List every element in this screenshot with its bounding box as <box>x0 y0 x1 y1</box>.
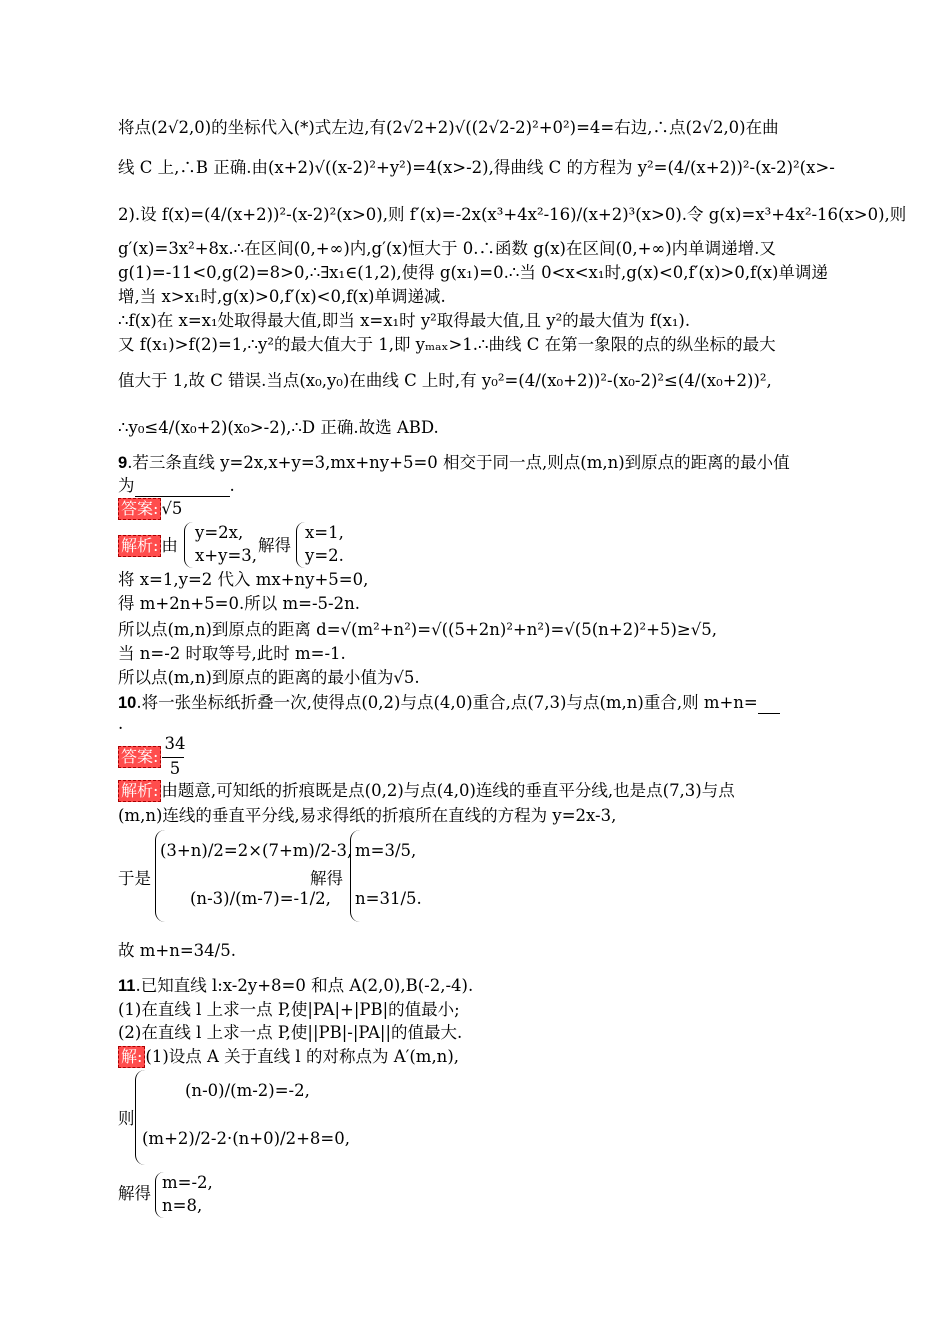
text: 则 <box>118 1109 135 1128</box>
text-line: 又 f(x₁)>f(2)=1,∴y²的最大值大于 1,即 yₘₐₓ>1.∴曲线 C 在第一象限的点的纵坐标的最大 <box>118 335 776 354</box>
question-11 <box>118 975 838 997</box>
equation: (n-3)/(m-7)=-1/2, <box>190 889 331 908</box>
answer-value: √5 <box>161 499 183 518</box>
analysis-label: 解析: <box>118 535 161 557</box>
answer-blank <box>758 697 780 714</box>
equation: m=3/5, <box>355 841 417 860</box>
answer-label: 答案: <box>118 498 161 520</box>
answer-10 <box>118 746 838 768</box>
question-text: .将一张坐标纸折叠一次,使得点(0,2)与点(4,0)重合,点(7,3)与点(m,n)重合,则 m+n= <box>136 693 758 712</box>
solution-11 <box>118 1046 838 1068</box>
analysis-label: 解析: <box>118 780 161 802</box>
text-line: ∴y₀≤4/(x₀+2)(x₀>-2),∴D 正确.故选 ABD. <box>118 418 439 437</box>
analysis-10 <box>118 780 838 802</box>
question-number: 11 <box>118 977 136 995</box>
fraction-denominator: 5 <box>169 759 181 778</box>
equation: y=2. <box>305 546 344 565</box>
text: 解得 <box>310 869 343 888</box>
text-line: 2).设 f(x)=(4/(x+2))²-(x-2)²(x>0),则 f′(x)=-2x(x³+4x²-16)/(x+2)³(x>0).令 g(x)=x³+4x²-16(x>0),则 <box>118 205 907 224</box>
question-text: 为 <box>118 476 135 495</box>
question-11-part1: (1)在直线 l 上求一点 P,使|PA|+|PB|的值最小; <box>118 1000 460 1019</box>
text-line: ∴f(x)在 x=x₁处取得最大值,即当 x=x₁时 y²取得最大值,且 y²的最大值为 f(x₁). <box>118 311 691 330</box>
question-11-part2: (2)在直线 l 上求一点 P,使||PB|-|PA||的值最大. <box>118 1023 463 1042</box>
equation: (n-0)/(m-2)=-2, <box>185 1081 310 1100</box>
equation-brace <box>184 522 193 568</box>
question-9-line2: 为 . <box>118 476 235 495</box>
answer-label: 答案: <box>118 746 161 768</box>
solution-text: (1)设点 A 关于直线 l 的对称点为 A′(m,n), <box>145 1047 459 1066</box>
text: 于是 <box>118 869 151 888</box>
equation: y=2x, <box>195 523 244 542</box>
question-text: .若三条直线 y=2x,x+y=3,mx+ny+5=0 相交于同一点,则点(m,n)到原点的距离的最小值 <box>127 453 790 472</box>
question-10-dot: . <box>118 714 124 733</box>
question-number: 9 <box>118 454 128 472</box>
equation: m=-2, <box>162 1173 213 1192</box>
text-line: 得 m+2n+5=0.所以 m=-5-2n. <box>118 594 360 613</box>
equation: x=1, <box>305 523 344 542</box>
question-number: 10 <box>118 694 137 712</box>
text-line: 将点(2√2,0)的坐标代入(*)式左边,有(2√2+2)√((2√2-2)²+0²)=4=右边,∴点(2√2,0)在曲 <box>118 118 779 137</box>
text-line: g(1)=-11<0,g(2)=8>0,∴∃x₁∈(1,2),使得 g(x₁)=0.∴当 0<x<x₁时,g(x)<0,f′(x)>0,f(x)单调递 <box>118 263 828 282</box>
text-line: 增,当 x>x₁时,g(x)>0,f′(x)<0,f(x)单调递减. <box>118 287 446 306</box>
solution-label: 解: <box>118 1046 145 1068</box>
analysis-text: 由 <box>161 536 178 555</box>
question-10 <box>118 692 838 714</box>
question-9 <box>118 452 838 474</box>
equation-brace <box>296 522 305 568</box>
text-line: 将 x=1,y=2 代入 mx+ny+5=0, <box>118 570 369 589</box>
analysis-text: 由题意,可知纸的折痕既是点(0,2)与点(4,0)连线的垂直平分线,也是点(7,3)与点 <box>161 781 735 800</box>
equation: n=31/5. <box>355 889 422 908</box>
text-line: 当 n=-2 时取等号,此时 m=-1. <box>118 644 346 663</box>
equation: (m+2)/2-2·(n+0)/2+8=0, <box>142 1129 350 1148</box>
text-line: g′(x)=3x²+8x.∴在区间(0,+∞)内,g′(x)恒大于 0.∴函数 g(x)在区间(0,+∞)内单调递增.又 <box>118 239 776 258</box>
answer-blank <box>135 480 230 497</box>
text-line: 值大于 1,故 C 错误.当点(x₀,y₀)在曲线 C 上时,有 y₀²=(4/(x₀+2))²-(x₀-2)²≤(4/(x₀+2))², <box>118 371 772 390</box>
equation: n=8, <box>162 1196 203 1215</box>
text: 解得 <box>258 536 291 555</box>
question-text: .已知直线 l:x-2y+8=0 和点 A(2,0),B(-2,-4). <box>135 976 474 995</box>
text: 解得 <box>118 1184 151 1203</box>
fraction-numerator: 34 <box>164 734 186 753</box>
text-line: (m,n)连线的垂直平分线,易求得纸的折痕所在直线的方程为 y=2x-3, <box>118 806 617 825</box>
equation-brace <box>135 1070 146 1165</box>
text-line: 线 C 上,∴B 正确.由(x+2)√((x-2)²+y²)=4(x>-2),得曲线 C 的方程为 y²=(4/(x+2))²-(x-2)²(x>- <box>118 158 835 177</box>
equation: (3+n)/2=2×(7+m)/2-3, <box>160 841 353 860</box>
equation: x+y=3, <box>195 546 258 565</box>
text-line: 所以点(m,n)到原点的距离的最小值为√5. <box>118 668 420 687</box>
text-line: 所以点(m,n)到原点的距离 d=√(m²+n²)=√((5+2n)²+n²)=√(5(n+2)²+5)≥√5, <box>118 620 718 639</box>
answer-9 <box>118 498 838 520</box>
text-line: 故 m+n=34/5. <box>118 941 236 960</box>
